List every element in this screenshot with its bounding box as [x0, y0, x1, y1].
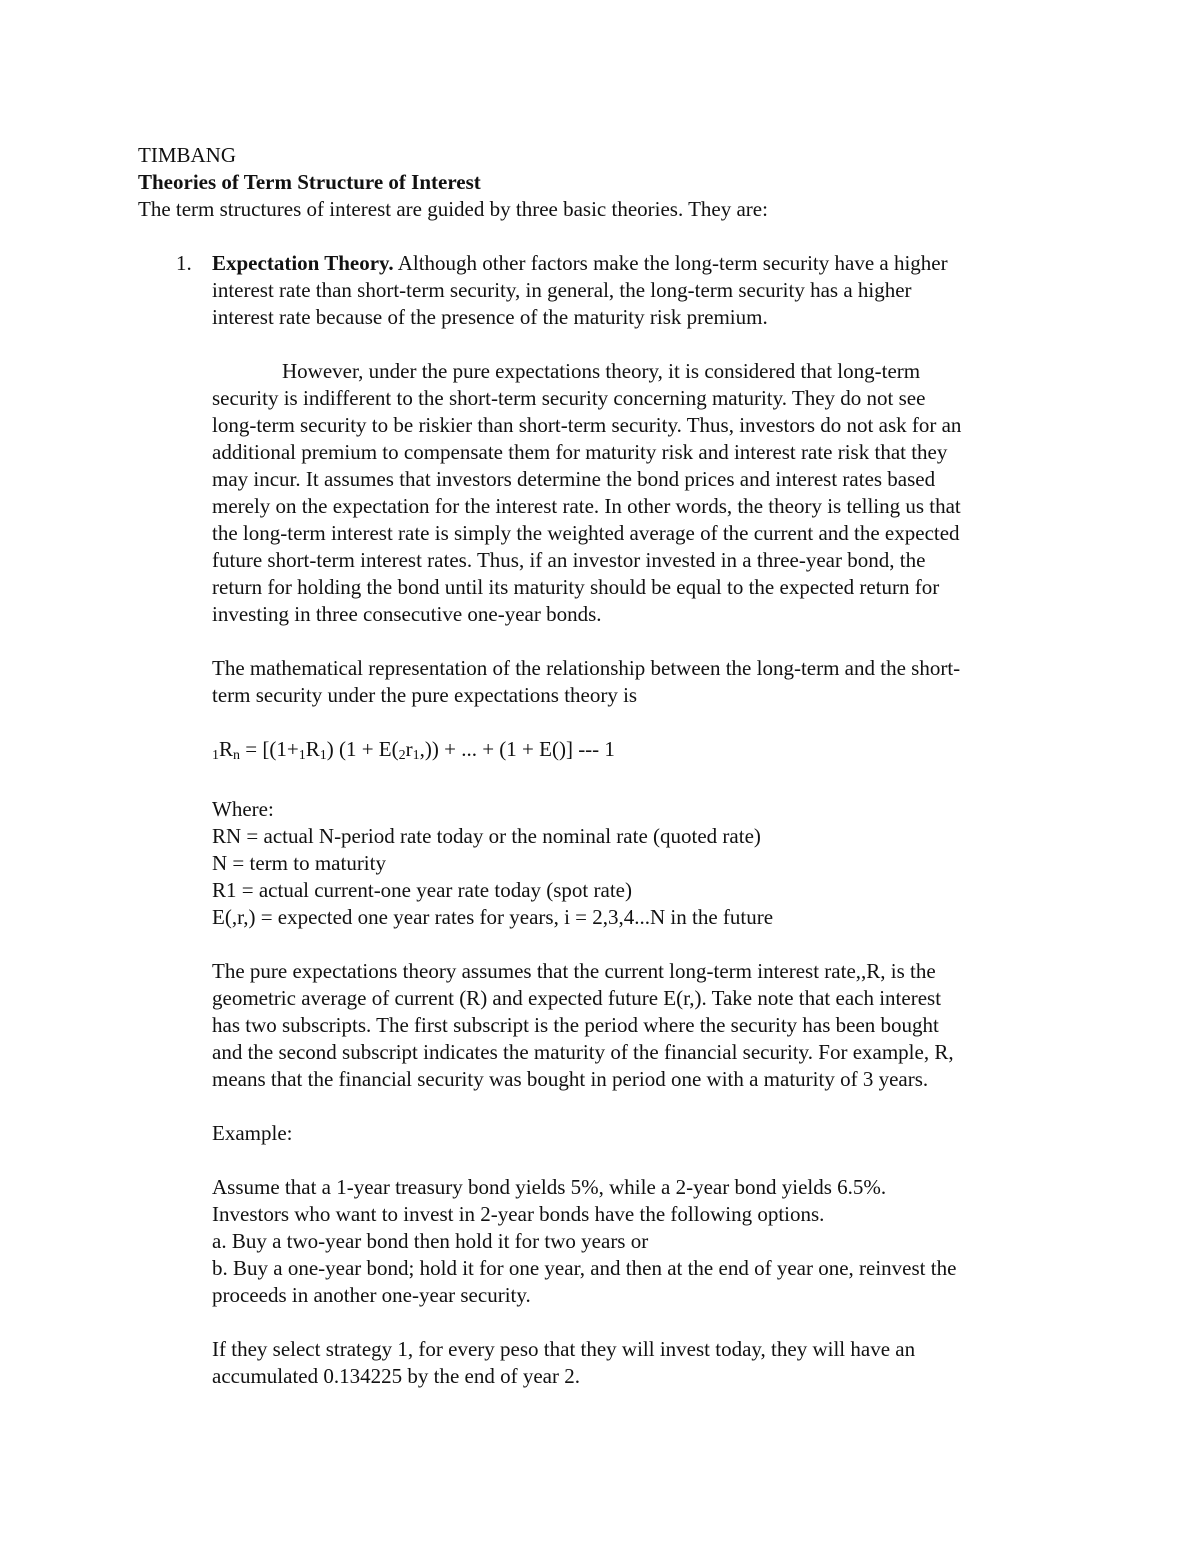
- paragraph-line: long-term security to be riskier than short-term security. Thus, investors do not ask for an: [212, 413, 962, 437]
- item-heading: Expectation Theory.: [212, 251, 394, 275]
- paragraph-line: has two subscripts. The first subscript is the period where the security has been bought: [212, 1013, 939, 1037]
- document-title: Theories of Term Structure of Interest: [138, 170, 481, 194]
- list-number: 1.: [176, 251, 192, 275]
- paragraph-line: geometric average of current (R) and expected future E(r,). Take note that each interest: [212, 986, 942, 1010]
- paragraph-line: and the second subscript indicates the maturity of the financial security. For example, R,: [212, 1040, 954, 1064]
- where-definitions: [212, 796, 1068, 931]
- paragraph-line: the long-term interest rate is simply the weighted average of the current and the expected: [212, 521, 960, 545]
- paragraph-line: future short-term interest rates. Thus, if an investor invested in a three-year bond, the: [212, 548, 926, 572]
- item-text-line: interest rate because of the presence of the maturity risk premium.: [212, 305, 768, 329]
- paragraph-line: merely on the expectation for the interest rate. In other words, the theory is telling us that: [212, 494, 961, 518]
- paragraph-line: However, under the pure expectations theory, it is considered that long-term: [282, 359, 921, 383]
- paragraph-line: The mathematical representation of the relationship between the long-term and the short-: [212, 656, 961, 680]
- option-b: b. Buy a one-year bond; hold it for one year, and then at the end of year one, reinvest the: [212, 1256, 957, 1280]
- author-name: TIMBANG: [138, 143, 236, 167]
- paragraph-geometric-average: [212, 958, 1068, 1093]
- definition-line: RN = actual N-period rate today or the nominal rate (quoted rate): [212, 824, 761, 848]
- list-item-expectation-theory: [138, 250, 1068, 331]
- paragraph-line: may incur. It assumes that investors determine the bond prices and interest rates based: [212, 467, 936, 491]
- paragraph-line: additional premium to compensate them for maturity risk and interest rate risk that they: [212, 440, 948, 464]
- where-label: Where:: [212, 797, 274, 821]
- intro-text: The term structures of interest are guided by three basic theories. They are:: [138, 197, 768, 221]
- definition-line: N = term to maturity: [212, 851, 386, 875]
- paragraph-line: return for holding the bond until its maturity should be equal to the expected return for: [212, 575, 940, 599]
- paragraph-line: means that the financial security was bought in period one with a maturity of 3 years.: [212, 1067, 929, 1091]
- formula: $_1R_n = [(1+_1R_1) (1 + E(_2r_1,))$ + ... + (1 + E()] --- 1: [212, 737, 615, 763]
- definition-line: R1 = actual current-one year rate today (spot rate): [212, 878, 632, 902]
- paragraph-line: accumulated 0.134225 by the end of year 2.: [212, 1364, 580, 1388]
- paragraph-pure-expectations: [212, 358, 1068, 628]
- paragraph-line: proceeds in another one-year security.: [212, 1283, 531, 1307]
- paragraph-line: term security under the pure expectations theory is: [212, 683, 638, 707]
- definition-line: E(,r,) = expected one year rates for years, i = 2,3,4...N in the future: [212, 905, 774, 929]
- paragraph-line: Assume that a 1-year treasury bond yields 5%, while a 2-year bond yields 6.5%.: [212, 1175, 887, 1199]
- option-a: a. Buy a two-year bond then hold it for two years or: [212, 1229, 649, 1253]
- item-body: [138, 331, 1068, 1390]
- paragraph-example: [212, 1174, 1068, 1309]
- item-text-line: interest rate than short-term security, in general, the long-term security has a higher: [212, 278, 912, 302]
- paragraph-line: security is indifferent to the short-term security concerning maturity. They do not see: [212, 386, 926, 410]
- item-text-line: Although other factors make the long-term security have a higher: [393, 251, 948, 275]
- document-page: [138, 142, 1068, 1390]
- paragraph-strategy: [212, 1336, 1068, 1390]
- paragraph-line: If they select strategy 1, for every peso that they will invest today, they will have an: [212, 1337, 916, 1361]
- paragraph-line: investing in three consecutive one-year bonds.: [212, 602, 602, 626]
- paragraph-line: The pure expectations theory assumes that the current long-term interest rate,,R, is the: [212, 959, 936, 983]
- paragraph-line: Investors who want to invest in 2-year bonds have the following options.: [212, 1202, 825, 1226]
- paragraph-math-representation: [212, 655, 1068, 709]
- example-label: Example:: [212, 1121, 293, 1145]
